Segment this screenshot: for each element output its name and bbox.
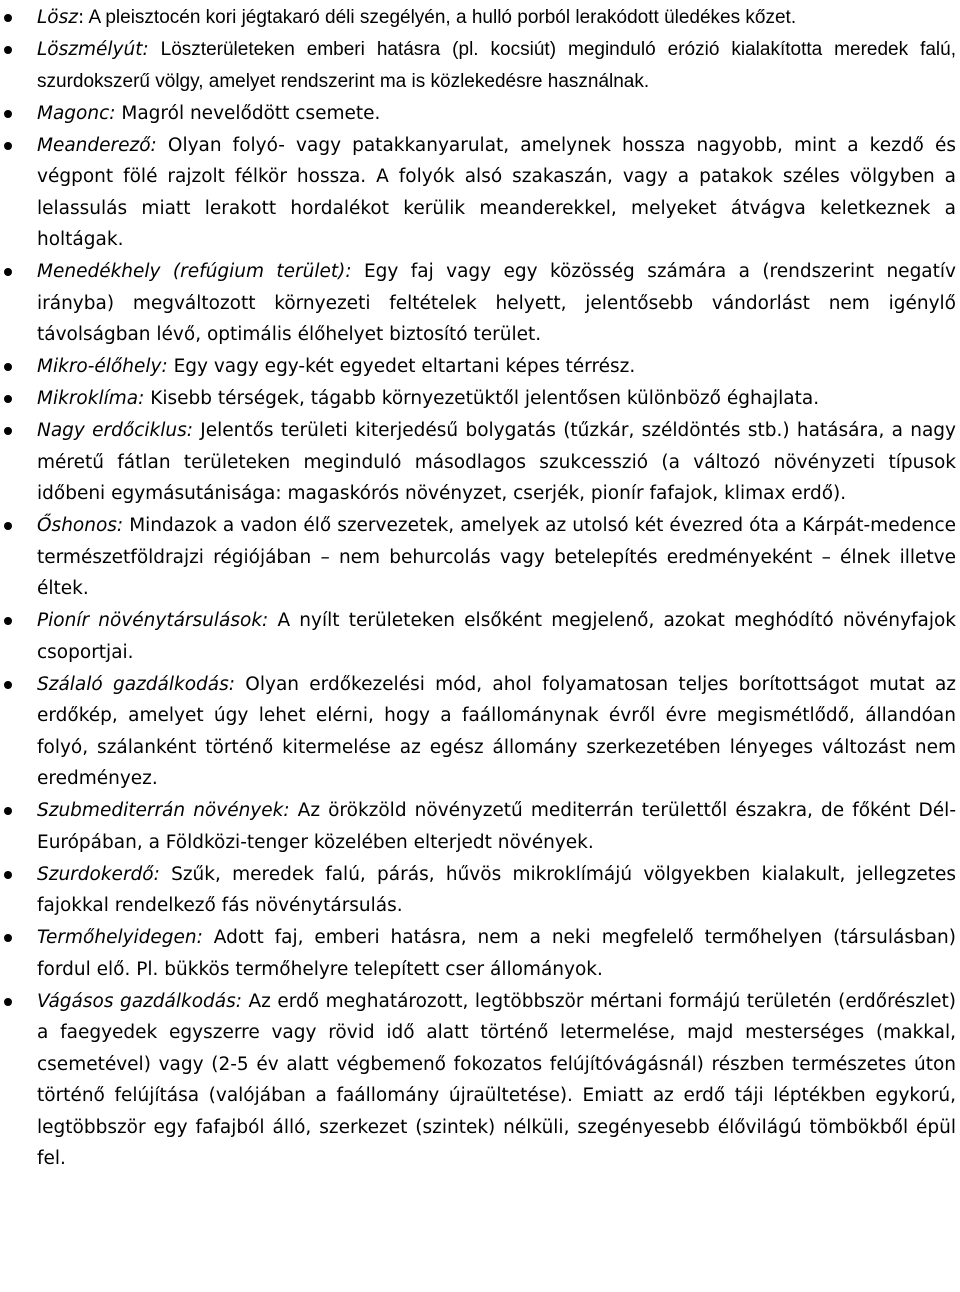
glossary-entry-szalalo [0, 669, 956, 795]
bullet-icon [4, 681, 12, 689]
bullet-icon [4, 871, 12, 879]
glossary-term: Magonc: [37, 102, 116, 124]
glossary-definition: A nyílt területeken elsőként megjelenő, azokat meghódító növényfajok csoportjai. [37, 610, 956, 663]
bullet-icon [4, 142, 12, 150]
glossary-definition: Olyan erdőkezelési mód, ahol folyamatosan teljes borítottságot mutat az erdőkép, amelyet úgy lehet elérni, hogy a faállománynak évről évre megismétlődő, állandóan folyó, szálanként történő kitermelése az egész állomány szerkezetében lényeges változást nem eredményez. [37, 673, 956, 789]
glossary-definition: Az örökzöld növényzetű mediterrán területtől északra, de főként Dél-Európában, a Földközi-tenger közelében elterjedt növények. [37, 800, 956, 853]
glossary-entry-pionir [0, 605, 956, 668]
glossary-entry-mikro-elohely [0, 351, 956, 383]
glossary-definition: Szűk, meredek falú, párás, hűvös mikroklímájú völgyekben kialakult, jellegzetes fajokkal rendelkező fás növénytársulás. [37, 863, 956, 916]
glossary-term: Nagy erdőciklus: [37, 420, 193, 441]
glossary-entry-oshonos [0, 510, 956, 605]
glossary-entry-termohelyidegen [0, 922, 956, 985]
glossary-definition: Mindazok a vadon élő szervezetek, amelyek az utolsó két évezred óta a Kárpát-medence természetföldrajzi régiójában – nem behurcolás vagy betelepítés eredményeként – élnek illetve éltek. [37, 515, 956, 599]
bullet-icon [4, 110, 12, 118]
bullet-icon [4, 998, 12, 1006]
glossary-definition: Egy vagy egy-két egyedet eltartani képes térrész. [167, 356, 636, 377]
glossary-term: Vágásos gazdálkodás: [37, 990, 242, 1012]
glossary-entry-szubmediterran [0, 795, 956, 858]
glossary-definition: Jelentős területi kiterjedésű bolygatás (tűzkár, széldöntés stb.) hatására, a nagy méretű fátlan területeken meginduló másodlagos szukcesszió (a változó növényzeti típusok időbeni egymásutánisága: magaskórós növényzet, cserjék, pionír fafajok, klimax erdő). [37, 420, 957, 504]
glossary-entry-vagasos [0, 986, 956, 1175]
glossary-entry-losz [0, 2, 956, 34]
bullet-icon [4, 363, 12, 371]
glossary-definition: Az erdő meghatározott, legtöbbször mértani formájú területén (erdőrészlet) a faegyedek egyszerre vagy rövid idő alatt történő letermelése, majd mesterséges (makkal, csemetével) vagy (2-5 év alatt végbemenő fokozatos felújítóvágásnál) részben természetes úton történő felújítása (valójában a faállomány újraültetése). Emiatt az erdő táji léptékben egykorú, legtöbbször egy fafajból álló, szerkezet (szintek) nélküli, szegényesebb élővilágú tömbökből épül fel. [37, 990, 957, 1169]
bullet-icon [4, 427, 12, 435]
glossary-definition: Kisebb térségek, tágabb környezetüktől jelentősen különböző éghajlata. [144, 388, 820, 409]
bullet-icon [4, 46, 12, 54]
glossary-entry-magonc [0, 98, 956, 130]
glossary-term: Mikroklíma: [37, 388, 145, 409]
glossary-term: Termőhelyidegen: [37, 927, 203, 948]
glossary-definition: Olyan folyó- vagy patakkanyarulat, amelynek hossza nagyobb, mint a kezdő és végpont fölé rajzolt félkör hossza. A folyók alsó szakaszán, vagy a patakok széles völgyben a lelassulás miatt lerakott hordalékot kerülik meanderekkel, melyeket átvágva keletkeznek a holtágak. [37, 134, 956, 250]
glossary-definition: Egy faj vagy egy közösség számára a (rendszerint negatív irányba) megváltozott környezeti feltételek helyett, jelentősebb vándorlást nem igénylő távolságban lévő, optimális élőhelyet biztosító terület. [37, 261, 956, 345]
glossary-entry-mikroklima [0, 383, 956, 415]
bullet-icon [4, 617, 12, 625]
term-separator: : [77, 7, 85, 28]
glossary-definition: A pleisztocén kori jégtakaró déli szegélyén, a hulló porból lerakódott üledékes kőzet. [84, 7, 797, 28]
glossary-term: Lösz [37, 7, 78, 28]
bullet-icon [4, 395, 12, 403]
bullet-icon [4, 268, 12, 276]
glossary-term: Mikro-élőhely: [37, 356, 168, 377]
glossary-entry-loszmelyut [0, 34, 956, 97]
bullet-icon [4, 934, 12, 942]
glossary-entry-meanderezo [0, 130, 956, 256]
glossary-definition: Adott faj, emberi hatásra, nem a neki megfelelő termőhelyen (társulásban) fordul elő. Pl. bükkös termőhelyre telepített cser állományok. [37, 927, 956, 980]
glossary-list [0, 2, 956, 1175]
glossary-term: Pionír növénytársulások: [37, 610, 269, 631]
glossary-entry-nagy-erdociklus [0, 415, 956, 510]
glossary-definition: Magról nevelődött csemete. [115, 102, 381, 124]
glossary-term: Őshonos: [37, 515, 124, 536]
glossary-term: Löszmélyút: [37, 39, 149, 60]
glossary-term: Meanderező: [37, 134, 157, 156]
glossary-entry-szurdokerdo [0, 859, 956, 922]
bullet-icon [4, 14, 12, 22]
glossary-entry-menedekhely [0, 256, 956, 351]
glossary-definition: Löszterületeken emberi hatásra (pl. kocsiút) meginduló erózió kialakította meredek falú, szurdokszerű völgy, amelyet rendszerint ma is közlekedésre használnak. [37, 39, 956, 92]
glossary-term: Szálaló gazdálkodás: [37, 673, 236, 695]
glossary-term: Szurdokerdő: [37, 863, 160, 885]
bullet-icon [4, 807, 12, 815]
glossary-term: Szubmediterrán növények: [37, 800, 290, 821]
glossary-term: Menedékhely (refúgium terület): [37, 261, 352, 282]
bullet-icon [4, 522, 12, 530]
